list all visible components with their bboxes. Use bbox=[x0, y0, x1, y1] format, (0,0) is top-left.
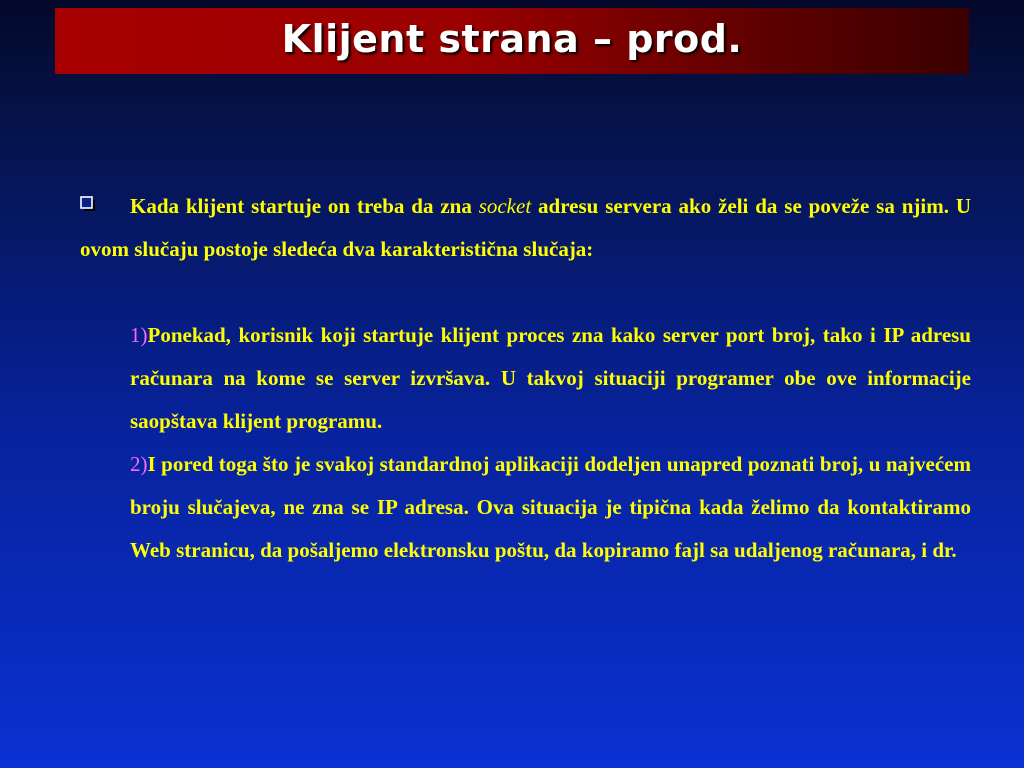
title-bar bbox=[55, 8, 969, 74]
bullet-paragraph bbox=[80, 185, 971, 271]
list-item-2 bbox=[130, 443, 971, 572]
bullet-text-end: adresu servera ako želi da se poveže sa njim. U ovom slučaju postoje sledeća dva karakteristična slučaja: bbox=[80, 194, 971, 261]
hollow-square-bullet-icon bbox=[80, 196, 96, 212]
slide-title: Klijent strana – prod. bbox=[281, 17, 743, 61]
bullet-text-start: Kada klijent startuje on treba da zna bbox=[130, 194, 479, 218]
list-item-number: 1) bbox=[130, 323, 148, 347]
list-item-1 bbox=[130, 314, 971, 443]
list-item-number: 2) bbox=[130, 452, 148, 476]
list-item-text: Ponekad, korisnik koji startuje klijent proces zna kako server port broj, tako i IP adresu računara na kome se server izvršava. U takvoj situaciji programer obe ove informacije saopštava klijent programu. bbox=[130, 323, 971, 433]
list-item-text: I pored toga što je svakoj standardnoj aplikaciji dodeljen unapred poznati broj, u najvećem broju slučajeva, ne zna se IP adresa. Ova situacija je tipična kada želimo da kontaktiramo Web stranicu, da pošaljemo elektronsku poštu, da kopiramo fajl sa udaljenog računara, i dr. bbox=[130, 452, 971, 562]
paragraph-spacer bbox=[80, 271, 971, 314]
bullet-text-italic: socket bbox=[478, 194, 532, 218]
slide-content bbox=[80, 185, 971, 572]
